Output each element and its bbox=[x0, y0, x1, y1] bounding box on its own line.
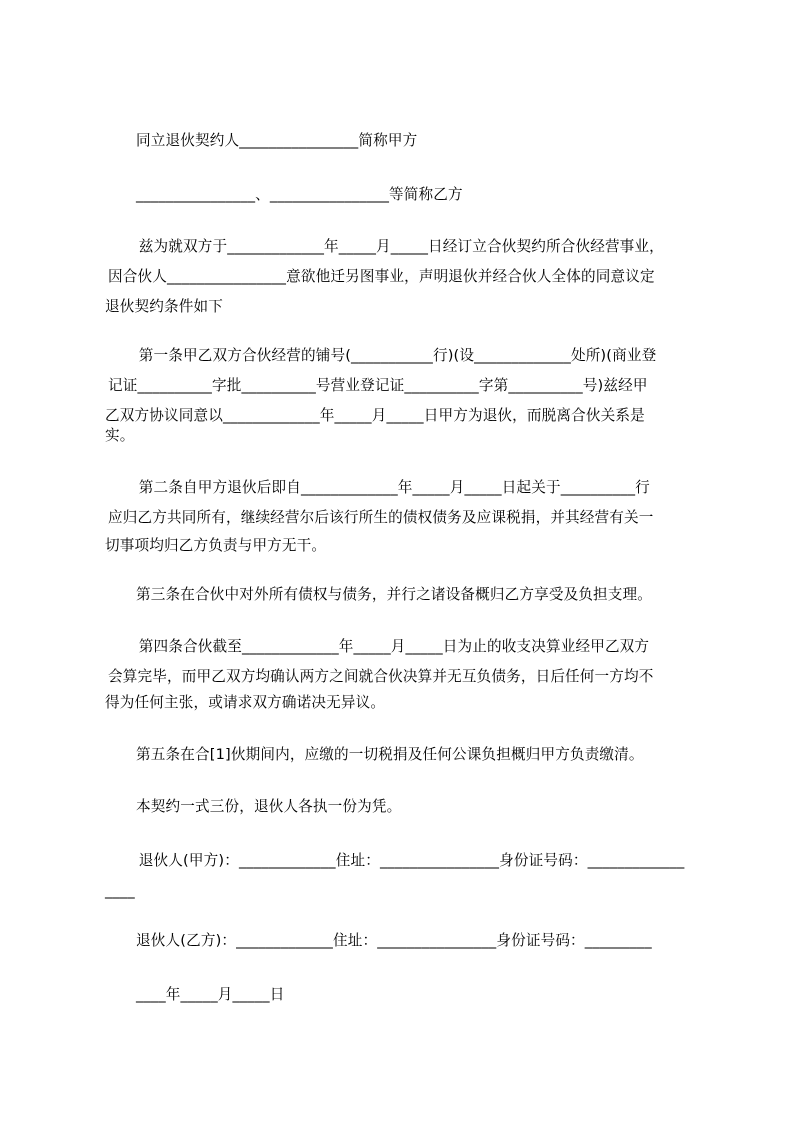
text-line-7: 记证__________字批__________号营业登记证__________字第__________号)兹经甲 bbox=[108, 377, 648, 394]
text-line-10: 第二条自甲方退伙后即自_____________年_____月_____日起关于__________行 bbox=[134, 479, 650, 496]
text-line-15: 会算完毕，而甲乙双方均确认两方之间就合伙决算并无互负债务，日后任何一方均不 bbox=[108, 668, 654, 685]
text-line-19: 退伙人(甲方)：_____________住址：________________身份证号码：_____________ bbox=[134, 852, 685, 869]
text-line-14: 第四条合伙截至_____________年_____月_____日为止的收支决算业经甲乙双方 bbox=[134, 638, 650, 655]
text-line-12: 切事项均归乙方负责与甲方无干。 bbox=[105, 537, 327, 554]
text-line-11: 应归乙方共同所有，继续经营尔后该行所生的债权债务及应课税捐，并其经营有关一 bbox=[108, 509, 654, 526]
text-line-9: 实。 bbox=[105, 427, 135, 444]
text-line-5: 退伙契约条件如下 bbox=[105, 298, 223, 315]
text-line-1: 同立退伙契约人________________简称甲方 bbox=[136, 132, 418, 149]
text-line-21: 退伙人(乙方)：_____________住址：________________身份证号码：_________ bbox=[136, 932, 652, 949]
text-line-4: 因合伙人________________意欲他迁另图事业，声明退伙并经合伙人全体的同意议定 bbox=[108, 268, 655, 285]
text-line-20: ____ bbox=[105, 882, 135, 899]
text-line-3: 兹为就双方于_____________年_____月_____日经订立合伙契约所合伙经营事业， bbox=[134, 238, 664, 255]
text-line-17: 第五条在合[1]伙期间内，应缴的一切税捐及任何公课负担概归甲方负责缴清。 bbox=[136, 746, 644, 763]
text-line-2: ________________、________________等简称乙方 bbox=[136, 186, 463, 203]
text-line-16: 得为任何主张，或请求双方确诺决无异议。 bbox=[105, 694, 386, 711]
text-line-18: 本契约一式三份，退伙人各执一份为凭。 bbox=[136, 798, 402, 815]
text-line-22: ____年_____月_____日 bbox=[136, 986, 285, 1003]
text-line-6: 第一条甲乙双方合伙经营的铺号(___________行)(设_____________处所)(商业登 bbox=[134, 347, 657, 364]
text-line-13: 第三条在合伙中对外所有债权与债务，并行之诸设备概归乙方享受及负担支理。 bbox=[136, 586, 653, 603]
text-line-8: 乙双方协议同意以_____________年_____月_____日甲方为退伙，而脱离合伙关系是 bbox=[105, 407, 645, 424]
